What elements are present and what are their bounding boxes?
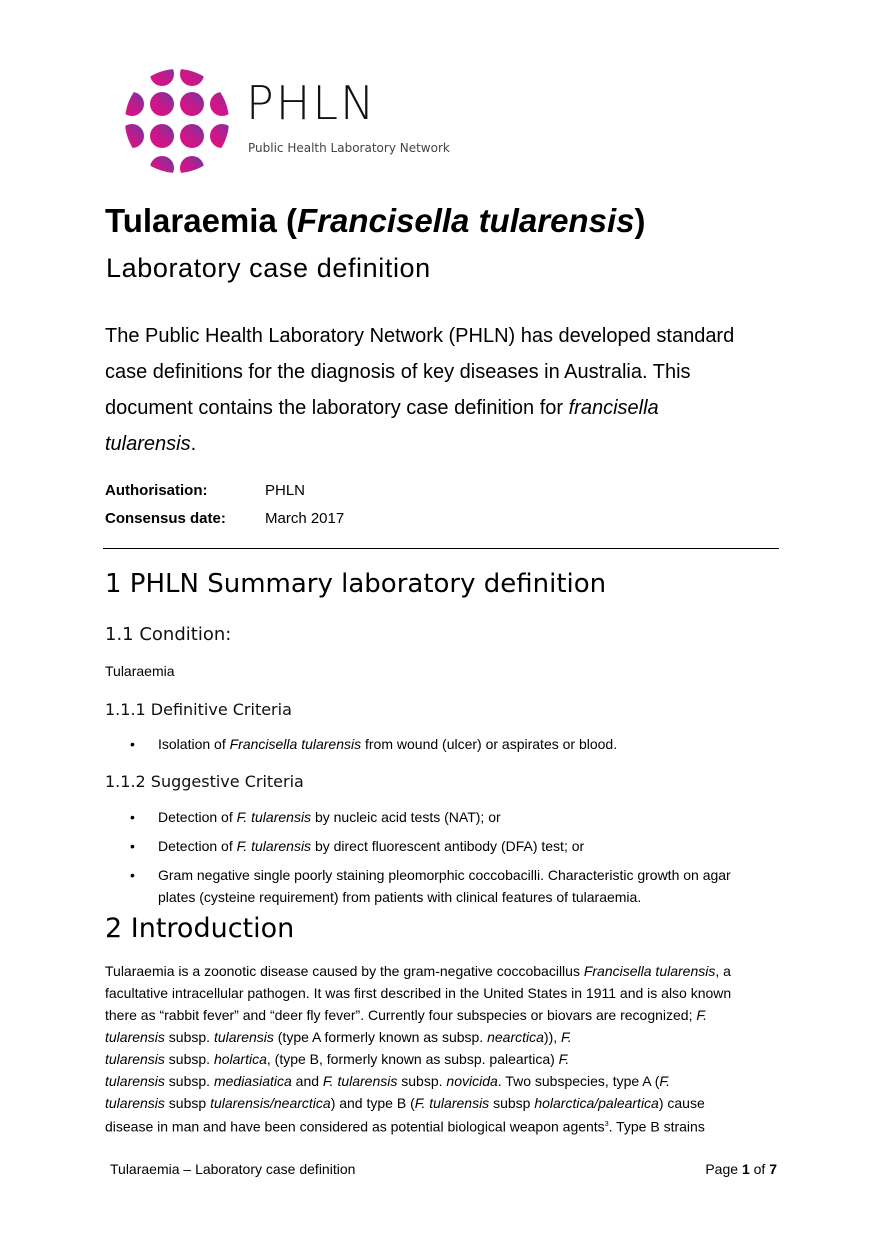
text-run: subsp. — [397, 1073, 447, 1089]
italic-text: tularensis — [105, 433, 191, 455]
text-run: by nucleic acid tests (NAT); or — [311, 809, 501, 825]
text-line — [158, 806, 778, 828]
logo-name: PHLN — [246, 76, 377, 130]
text-run: ) cause — [658, 1095, 705, 1111]
text-run: subsp. — [164, 1073, 214, 1089]
text-run: (type A formerly known as subsp. — [273, 1029, 488, 1045]
text-run: Detection of — [158, 809, 237, 825]
logo-tagline: Public Health Laboratory Network — [248, 141, 450, 155]
current-page: 1 — [741, 1161, 750, 1177]
consensus-date-row — [105, 510, 344, 527]
text-run: Detection of — [158, 838, 237, 854]
page-prefix: Page — [705, 1161, 742, 1177]
intro-paragraph — [105, 318, 785, 462]
bullet-text — [158, 806, 778, 828]
text-run: from wound (ulcer) or aspirates or blood. — [361, 736, 618, 752]
italic-text: F. tularensis — [236, 838, 312, 854]
total-pages: 7 — [769, 1161, 777, 1177]
text-run: )), — [543, 1029, 562, 1045]
italic-text: mediasiatica — [213, 1073, 292, 1089]
text-run: plates (cysteine requirement) from patients with clinical features of tularaemia. — [158, 889, 642, 905]
text-line — [158, 733, 778, 755]
text-run: disease in man and have been considered as potential biological weapon agents — [105, 1118, 605, 1135]
text-run: . — [190, 433, 197, 455]
consensus-date-label: Consensus date: — [105, 510, 226, 527]
italic-text: F. tularensis — [414, 1095, 490, 1111]
text-line — [105, 1114, 785, 1138]
text-line — [105, 1092, 785, 1114]
text-line — [158, 835, 778, 857]
text-line — [105, 1026, 785, 1048]
text-line — [105, 354, 785, 390]
text-run: subsp. — [164, 1051, 214, 1067]
text-run: case definitions for the diagnosis of key diseases in Australia. This — [105, 361, 691, 383]
footer-title: Tularaemia – Laboratory case definition — [110, 1161, 356, 1177]
italic-text: tularensis — [105, 1095, 165, 1111]
text-run: subsp. — [164, 1029, 214, 1045]
text-run: . Type B strains — [608, 1118, 705, 1135]
text-run: The Public Health Laboratory Network (PHLN) has developed standard — [105, 325, 735, 347]
bullet-icon: • — [130, 809, 135, 825]
condition-heading: 1.1 Condition: — [105, 624, 232, 645]
text-run: Isolation of — [158, 736, 230, 752]
text-run: by direct fluorescent antibody (DFA) test; or — [311, 838, 585, 854]
text-run: , (type B, formerly known as subsp. paleartica) — [266, 1051, 559, 1067]
text-line — [105, 426, 785, 462]
bullet-text — [158, 864, 778, 908]
text-line — [105, 1004, 785, 1026]
italic-text: F. tularensis — [322, 1073, 398, 1089]
authorisation-label: Authorisation: — [105, 482, 208, 499]
bullet-text — [158, 835, 778, 857]
italic-text: Francisella tularensis — [583, 963, 716, 979]
italic-text: tularensis/nearctica — [210, 1095, 331, 1111]
text-run: there as “rabbit fever” and “deer fly fever”. Currently four subspecies or biovars are recognized; — [105, 1007, 697, 1023]
italic-text: tularensis — [105, 1029, 165, 1045]
text-line — [105, 1048, 785, 1070]
text-line — [105, 982, 785, 1004]
text-line — [105, 318, 785, 354]
page-of: of — [749, 1161, 770, 1177]
italic-text: F. tularensis — [236, 809, 312, 825]
text-run: . Two subspecies, type A ( — [497, 1073, 660, 1089]
consensus-date-value: March 2017 — [265, 510, 345, 527]
title-text: Tularaemia ( — [105, 202, 297, 239]
authorisation-row — [105, 482, 305, 499]
italic-text: tularensis — [105, 1051, 165, 1067]
section-1-heading: 1 PHLN Summary laboratory definition — [105, 569, 607, 599]
italic-text: tularensis — [213, 1029, 274, 1045]
text-run: , a — [715, 963, 731, 979]
bullet-icon: • — [130, 736, 135, 752]
text-run: subsp — [164, 1095, 211, 1111]
italic-text: F. — [561, 1029, 572, 1045]
italic-text: novicida — [446, 1073, 498, 1089]
text-run: subsp — [489, 1095, 535, 1111]
bullet-icon: • — [130, 838, 135, 854]
condition-text: Tularaemia — [105, 663, 175, 679]
text-line — [158, 864, 778, 886]
text-run: facultative intracellular pathogen. It was first described in the United States in 1911 and is also known — [105, 985, 732, 1001]
divider — [103, 548, 779, 549]
phln-logo — [122, 66, 232, 176]
logo-dots-icon — [122, 66, 232, 176]
page-title — [105, 202, 645, 240]
italic-text: holarctica/paleartica — [534, 1095, 659, 1111]
text-run: document contains the laboratory case definition for — [105, 397, 569, 419]
bullet-text — [158, 733, 778, 755]
italic-text: F. — [659, 1073, 671, 1089]
text-line — [105, 960, 785, 982]
italic-text: francisella — [568, 397, 659, 419]
title-species: Francisella tularensis — [296, 202, 635, 239]
italic-text: Francisella tularensis — [229, 736, 362, 752]
definitive-heading: 1.1.1 Definitive Criteria — [105, 700, 292, 719]
introduction-body — [105, 960, 785, 1138]
bullet-icon: • — [130, 867, 135, 883]
text-line — [105, 390, 785, 426]
page-number — [705, 1161, 777, 1177]
italic-text: nearctica — [487, 1029, 544, 1045]
italic-text: tularensis — [105, 1073, 165, 1089]
page-subtitle: Laboratory case definition — [106, 253, 431, 283]
suggestive-heading: 1.1.2 Suggestive Criteria — [105, 772, 304, 791]
italic-text: F. — [696, 1007, 708, 1023]
italic-text: holartica — [213, 1051, 267, 1067]
title-close: ) — [634, 202, 646, 239]
text-run: ) and type B ( — [330, 1095, 415, 1111]
italic-text: F. — [558, 1051, 570, 1067]
text-run: and — [291, 1073, 323, 1089]
text-line — [105, 1070, 785, 1092]
section-2-heading: 2 Introduction — [105, 913, 295, 944]
authorisation-value: PHLN — [265, 482, 306, 499]
text-run: Gram negative single poorly staining pleomorphic coccobacilli. Characteristic growth on agar — [158, 867, 731, 883]
text-run: Tularaemia is a zoonotic disease caused by the gram-negative coccobacillus — [105, 963, 584, 979]
reference-superscript: 3 — [604, 1121, 609, 1128]
text-line — [158, 886, 778, 908]
